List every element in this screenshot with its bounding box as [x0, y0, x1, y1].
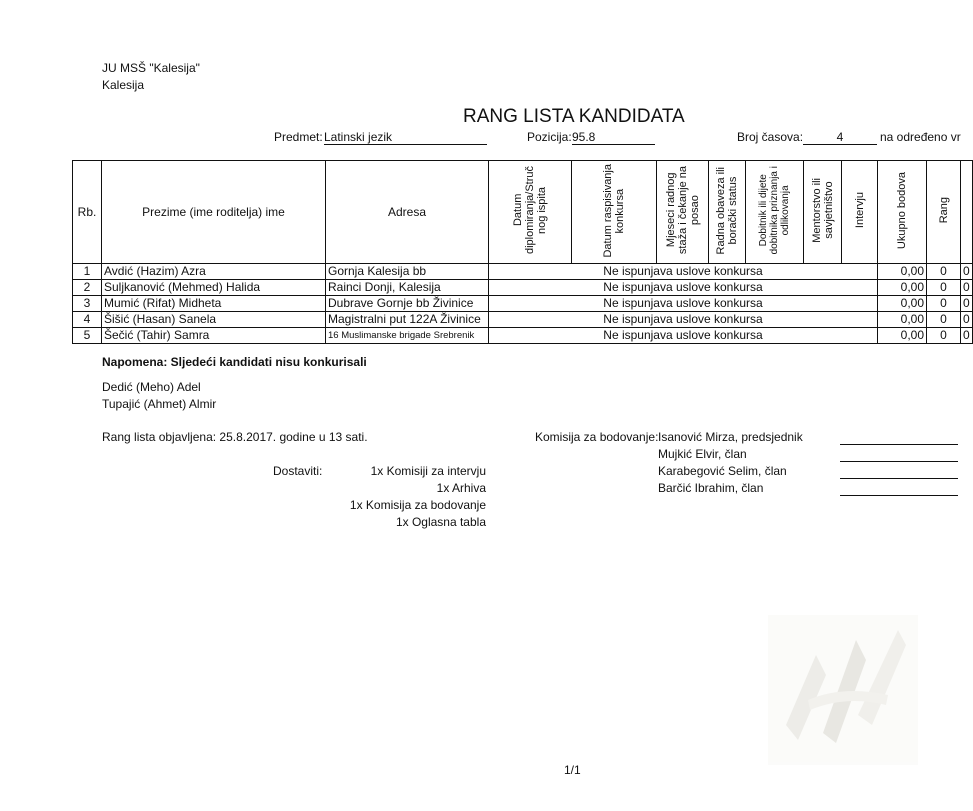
predmet-value: Latinski jezik — [324, 130, 487, 145]
napomena-name: Tupajić (Ahmet) Almir — [102, 397, 217, 411]
napomena-heading: Napomena: Sljedeći kandidati nisu konkurisali — [102, 355, 367, 369]
broj-casova-label: Broj časova: — [737, 130, 804, 144]
dostaviti-item: 1x Arhiva — [436, 481, 486, 495]
page-title: RANG LISTA KANDIDATA — [463, 106, 685, 127]
cell-address: Dubrave Gornje bb Živinice — [326, 296, 489, 312]
cell-extra: 0 — [961, 264, 973, 280]
dostaviti-item: 1x Oglasna tabla — [395, 515, 486, 529]
table-row — [73, 280, 973, 296]
table-row — [73, 296, 973, 312]
header-rang: Rang — [927, 161, 961, 264]
cell-ukupno: 0,00 — [878, 296, 927, 312]
cell-name: Avdić (Hazim) Azra — [102, 264, 326, 280]
cell-name: Šečić (Tahir) Samra — [102, 328, 326, 344]
dostaviti-label: Dostaviti: — [273, 464, 323, 478]
header-dobitnik-priznanja: Dobitnik ili dijete dobitnika priznanja i odlikovanja — [746, 161, 804, 264]
cell-ukupno: 0,00 — [878, 328, 927, 344]
komisija-member: Karabegović Selim, član — [658, 464, 787, 478]
header-radna-obaveza: Radna obaveza ili borački status — [709, 161, 746, 264]
cell-status: Ne ispunjava uslove konkursa — [489, 312, 878, 328]
dostaviti-item: 1x Komisiji za intervju — [370, 464, 486, 478]
komisija-member: Barčić Ibrahim, član — [658, 481, 764, 495]
employment-type-text: na određeno vr — [880, 130, 961, 144]
dostaviti-item: 1x Komisija za bodovanje — [349, 498, 486, 512]
header-mentorstvo: Mentorstvo ili savjetništvo — [804, 161, 842, 264]
napomena-name: Dedić (Meho) Adel — [102, 380, 201, 394]
cell-status: Ne ispunjava uslove konkursa — [489, 296, 878, 312]
signature-line — [840, 444, 958, 445]
cell-status: Ne ispunjava uslove konkursa — [489, 264, 878, 280]
cell-rb: 2 — [73, 280, 102, 296]
cell-extra: 0 — [961, 328, 973, 344]
cell-rang: 0 — [927, 264, 961, 280]
komisija-member: Isanović Mirza, predsjednik — [658, 430, 803, 444]
header-name: Prezime (ime roditelja) ime — [102, 161, 326, 264]
komisija-member: Mujkić Elvir, član — [658, 447, 747, 461]
table-row — [73, 328, 973, 344]
table-header-row — [73, 161, 973, 264]
cell-ukupno: 0,00 — [878, 280, 927, 296]
komisija-label: Komisija za bodovanje: — [535, 430, 659, 444]
signature-line — [840, 495, 958, 496]
header-ukupno-bodova: Ukupno bodova — [878, 161, 927, 264]
cell-rb: 4 — [73, 312, 102, 328]
header-rb: Rb. — [73, 161, 102, 264]
pozicija-value: 95.8 — [572, 130, 655, 145]
cell-rang: 0 — [927, 296, 961, 312]
header-intervju: Intervju — [842, 161, 878, 264]
broj-casova-value: 4 — [803, 130, 877, 145]
signature-line — [840, 461, 958, 462]
cell-ukupno: 0,00 — [878, 312, 927, 328]
cell-rang: 0 — [927, 312, 961, 328]
cell-extra: 0 — [961, 296, 973, 312]
cell-status: Ne ispunjava uslove konkursa — [489, 280, 878, 296]
rank-table — [72, 160, 973, 344]
cell-rang: 0 — [927, 328, 961, 344]
table-row — [73, 264, 973, 280]
header-address: Adresa — [326, 161, 489, 264]
cell-rb: 5 — [73, 328, 102, 344]
pozicija-label: Pozicija: — [527, 130, 572, 144]
cell-address: 16 Muslimanske brigade Srebrenik — [326, 328, 489, 344]
cell-name: Šišić (Hasan) Sanela — [102, 312, 326, 328]
cell-ukupno: 0,00 — [878, 264, 927, 280]
watermark-logo — [768, 615, 918, 765]
header-datum-raspisivanja: Datum raspisivanja konkursa — [572, 161, 657, 264]
school-name: JU MSŠ "Kalesija" — [102, 61, 200, 75]
page-number: 1/1 — [564, 763, 581, 777]
cell-rb: 1 — [73, 264, 102, 280]
header-cut-column — [961, 161, 973, 264]
header-datum-diplomiranja: Datum diplomiranja/Struč nog ispita — [489, 161, 572, 264]
predmet-label: Predmet: — [274, 130, 323, 144]
cell-address: Magistralni put 122A Živinice — [326, 312, 489, 328]
header-mjeseci-staza: Mjeseci radnog staža i čekanje na posao — [657, 161, 709, 264]
published-text: Rang lista objavljena: 25.8.2017. godine u 13 sati. — [102, 430, 368, 444]
signature-line — [840, 478, 958, 479]
cell-rb: 3 — [73, 296, 102, 312]
school-city: Kalesija — [102, 78, 145, 92]
cell-name: Mumić (Rifat) Midheta — [102, 296, 326, 312]
cell-extra: 0 — [961, 312, 973, 328]
cell-status: Ne ispunjava uslove konkursa — [489, 328, 878, 344]
cell-rang: 0 — [927, 280, 961, 296]
cell-name: Suljkanović (Mehmed) Halida — [102, 280, 326, 296]
table-row — [73, 312, 973, 328]
cell-address: Rainci Donji, Kalesija — [326, 280, 489, 296]
cell-address: Gornja Kalesija bb — [326, 264, 489, 280]
cell-extra: 0 — [961, 280, 973, 296]
